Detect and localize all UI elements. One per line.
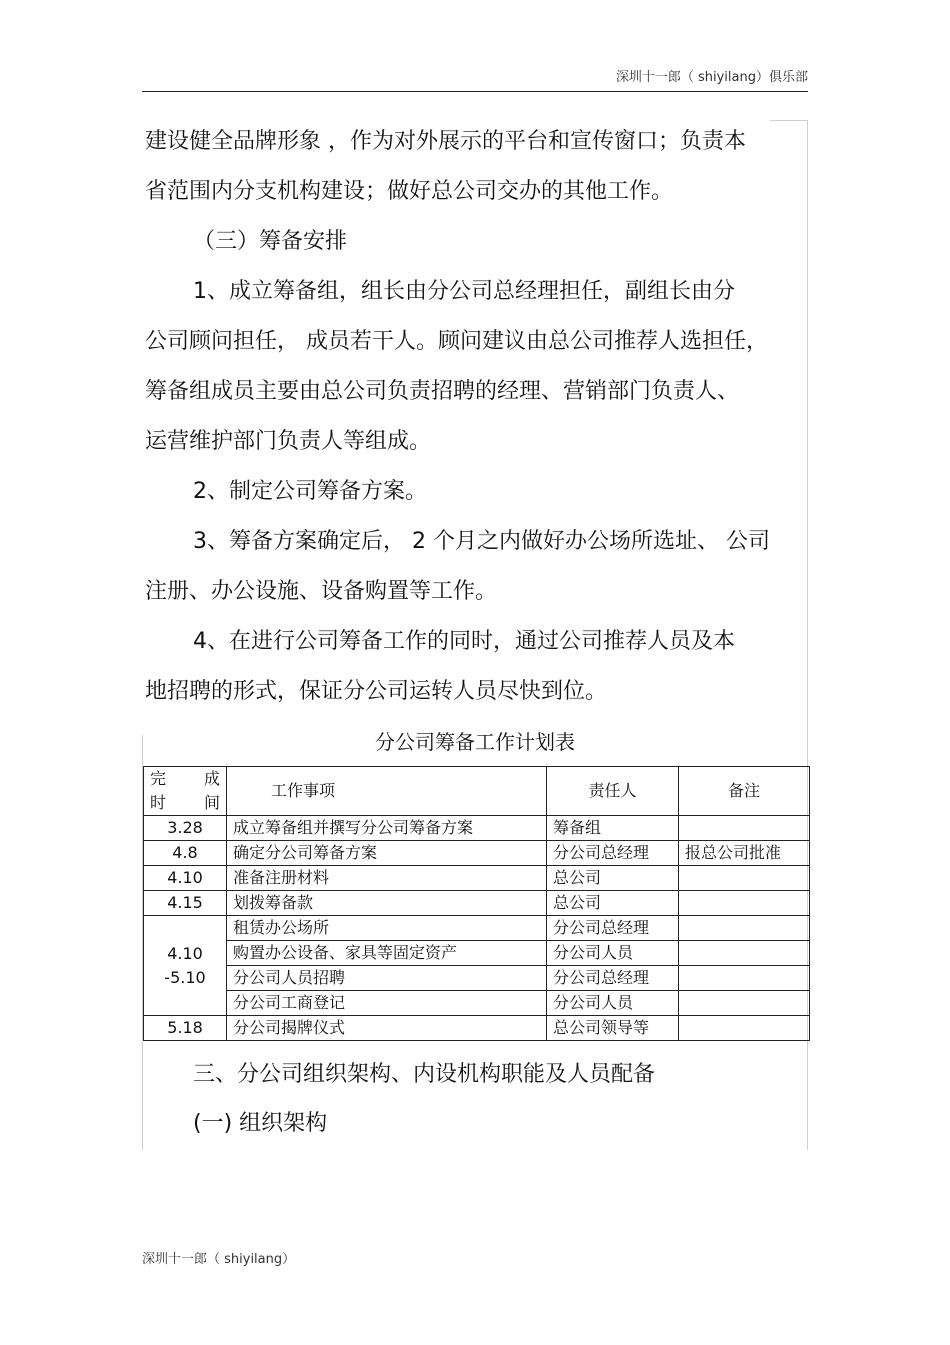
table-row: [144, 991, 810, 1016]
page-header-text: 深圳十一郎（ shiyilang）俱乐部: [615, 70, 808, 85]
cell-time: 4.8: [144, 841, 227, 866]
table-row: [144, 866, 810, 891]
cell-item: 准备注册材料: [227, 866, 547, 891]
header-time: 完 成 时 间: [144, 767, 227, 816]
table-row: [144, 816, 810, 841]
body-line: 筹备组成员主要由总公司负责招聘的经理、营销部门负责人、: [145, 379, 740, 404]
body-line: 运营维护部门负责人等组成。: [145, 429, 432, 454]
cell-time: 5.18: [144, 1016, 227, 1041]
cell-item: 购置办公设备、家具等固定资产: [227, 941, 547, 966]
table-row: [144, 916, 810, 941]
table-header-row: [144, 767, 810, 816]
cell-note: [679, 1016, 810, 1041]
body-line: 注册、办公设施、设备购置等工作。: [145, 579, 498, 604]
cell-owner: 筹备组: [547, 816, 679, 841]
table-row: [144, 1016, 810, 1041]
table-row: [144, 841, 810, 866]
body-line: 建设健全品牌形象 ，作为对外展示的平台和宣传窗口；负责本: [145, 129, 746, 154]
cell-note: [679, 816, 810, 841]
body-line: 地招聘的形式，保证分公司运转人员尽快到位。: [145, 679, 608, 704]
header-rule: [142, 91, 808, 92]
cell-time-merged: 4.10 -5.10: [144, 916, 227, 1016]
cell-note: [679, 916, 810, 941]
cell-note: [679, 941, 810, 966]
body-line: 3、筹备方案确定后， 2 个月之内做好办公场所选址、 公司: [193, 529, 770, 554]
table-row: [144, 941, 810, 966]
header-owner: 责任人: [547, 767, 679, 816]
cell-item: 成立筹备组并撰写分公司筹备方案: [227, 816, 547, 841]
cell-item: 确定分公司筹备方案: [227, 841, 547, 866]
cell-note: [679, 966, 810, 991]
cell-note: [679, 891, 810, 916]
cell-note: [679, 866, 810, 891]
body-line: 4、在进行公司筹备工作的同时，通过公司推荐人员及本: [193, 629, 735, 654]
cell-owner: 分公司总经理: [547, 966, 679, 991]
cell-note: 报总公司批准: [679, 841, 810, 866]
cell-item: 分公司工商登记: [227, 991, 547, 1016]
body-line: 省范围内分支机构建设；做好总公司交办的其他工作。: [145, 179, 674, 204]
body-line: 2、制定公司筹备方案。: [193, 479, 427, 504]
section-heading: 三、分公司组织架构、内设机构职能及人员配备: [193, 1062, 656, 1087]
cell-time: 4.15: [144, 891, 227, 916]
table-title: 分公司筹备工作计划表: [375, 730, 575, 754]
cell-owner: 总公司领导等: [547, 1016, 679, 1041]
page-footer-text: 深圳十一郎（ shiyilang）: [142, 1252, 296, 1267]
cell-item: 划拨筹备款: [227, 891, 547, 916]
section-heading: （三）筹备安排: [193, 229, 348, 254]
cell-item: 分公司揭牌仪式: [227, 1016, 547, 1041]
body-line: 公司顾问担任， 成员若干人。顾问建议由总公司推荐人选担任，: [145, 329, 768, 354]
section-subheading: (一) 组织架构: [193, 1111, 328, 1136]
cell-owner: 总公司: [547, 891, 679, 916]
cell-item: 租赁办公场所: [227, 916, 547, 941]
page-frame-top: [770, 120, 808, 121]
cell-owner: 分公司总经理: [547, 841, 679, 866]
cell-time: 3.28: [144, 816, 227, 841]
cell-owner: 分公司总经理: [547, 916, 679, 941]
cell-time: 4.10: [144, 866, 227, 891]
cell-note: [679, 991, 810, 1016]
body-line: 1、成立筹备组，组长由分公司总经理担任，副组长由分: [193, 279, 735, 304]
header-note: 备注: [679, 767, 810, 816]
cell-item: 分公司人员招聘: [227, 966, 547, 991]
plan-table: [143, 766, 810, 1041]
table-row: [144, 966, 810, 991]
cell-owner: 总公司: [547, 866, 679, 891]
cell-owner: 分公司人员: [547, 991, 679, 1016]
header-item: 工作事项: [227, 767, 547, 816]
cell-owner: 分公司人员: [547, 941, 679, 966]
table-row: [144, 891, 810, 916]
